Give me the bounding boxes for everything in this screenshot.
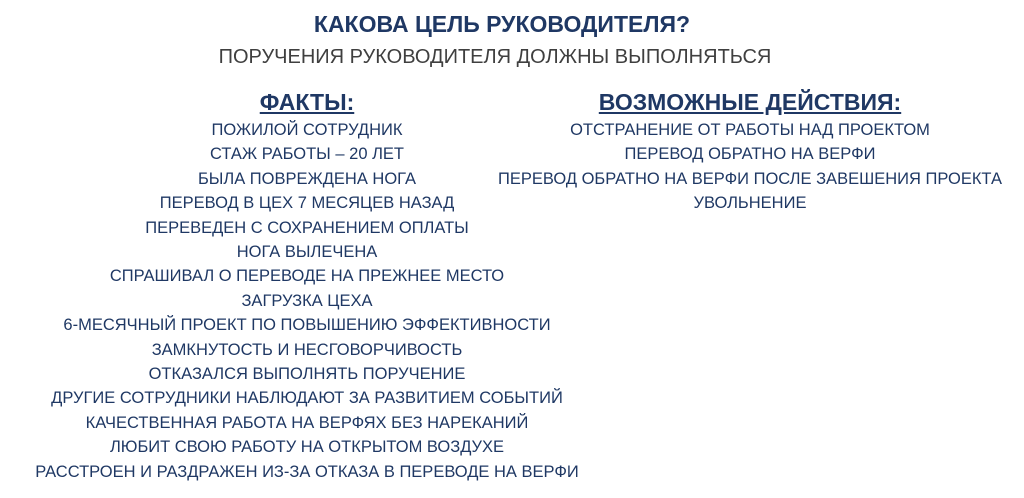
fact-item: ЗАГРУЗКА ЦЕХА xyxy=(241,291,373,310)
action-item: ПЕРЕВОД ОБРАТНО НА ВЕРФИ ПОСЛЕ ЗАВЕШЕНИЯ ПРОЕКТА xyxy=(498,169,1002,188)
action-item: УВОЛЬНЕНИЕ xyxy=(693,194,807,213)
fact-item: ДРУГИЕ СОТРУДНИКИ НАБЛЮДАЮТ ЗА РАЗВИТИЕМ СОБЫТИЙ xyxy=(51,389,563,408)
action-item: ПЕРЕВОД ОБРАТНО НА ВЕРФИ xyxy=(624,145,876,164)
slide-title: КАКОВА ЦЕЛЬ РУКОВОДИТЕЛЯ? xyxy=(313,11,691,37)
fact-item: ПЕРЕВЕДЕН С СОХРАНЕНИЕМ ОПЛАТЫ xyxy=(145,218,469,237)
facts-heading: ФАКТЫ: xyxy=(259,89,355,115)
fact-item: КАЧЕСТВЕННАЯ РАБОТА НА ВЕРФЯХ БЕЗ НАРЕКАНИЙ xyxy=(85,413,529,432)
fact-item: ОТКАЗАЛСЯ ВЫПОЛНЯТЬ ПОРУЧЕНИЕ xyxy=(148,365,466,384)
fact-item: ЗАМКНУТОСТЬ И НЕСГОВОРЧИВОСТЬ xyxy=(151,340,463,359)
fact-item: РАССТРОЕН И РАЗДРАЖЕН ИЗ-ЗА ОТКАЗА В ПЕРЕВОДЕ НА ВЕРФИ xyxy=(35,462,579,481)
fact-item: ПЕРЕВОД В ЦЕХ 7 МЕСЯЦЕВ НАЗАД xyxy=(159,194,455,213)
fact-item: СТАЖ РАБОТЫ – 20 ЛЕТ xyxy=(210,145,404,164)
fact-item: ЛЮБИТ СВОЮ РАБОТУ НА ОТКРЫТОМ ВОЗДУХЕ xyxy=(109,438,505,457)
fact-item: НОГА ВЫЛЕЧЕНА xyxy=(236,243,378,262)
fact-item: БЫЛА ПОВРЕЖДЕНА НОГА xyxy=(197,169,417,188)
fact-item: ПОЖИЛОЙ СОТРУДНИК xyxy=(211,121,403,139)
fact-item: СПРАШИВАЛ О ПЕРЕВОДЕ НА ПРЕЖНЕЕ МЕСТО xyxy=(109,267,505,286)
actions-column xyxy=(484,88,1016,216)
action-item: ОТСТРАНЕНИЕ ОТ РАБОТЫ НАД ПРОЕКТОМ xyxy=(570,121,930,139)
fact-item: 6-МЕСЯЧНЫЙ ПРОЕКТ ПО ПОВЫШЕНИЮ ЭФФЕКТИВНОСТИ xyxy=(63,316,551,335)
slide-subtitle: ПОРУЧЕНИЯ РУКОВОДИТЕЛЯ ДОЛЖНЫ ВЫПОЛНЯТЬСЯ xyxy=(218,46,772,68)
actions-heading: ВОЗМОЖНЫЕ ДЕЙСТВИЯ: xyxy=(598,89,902,115)
